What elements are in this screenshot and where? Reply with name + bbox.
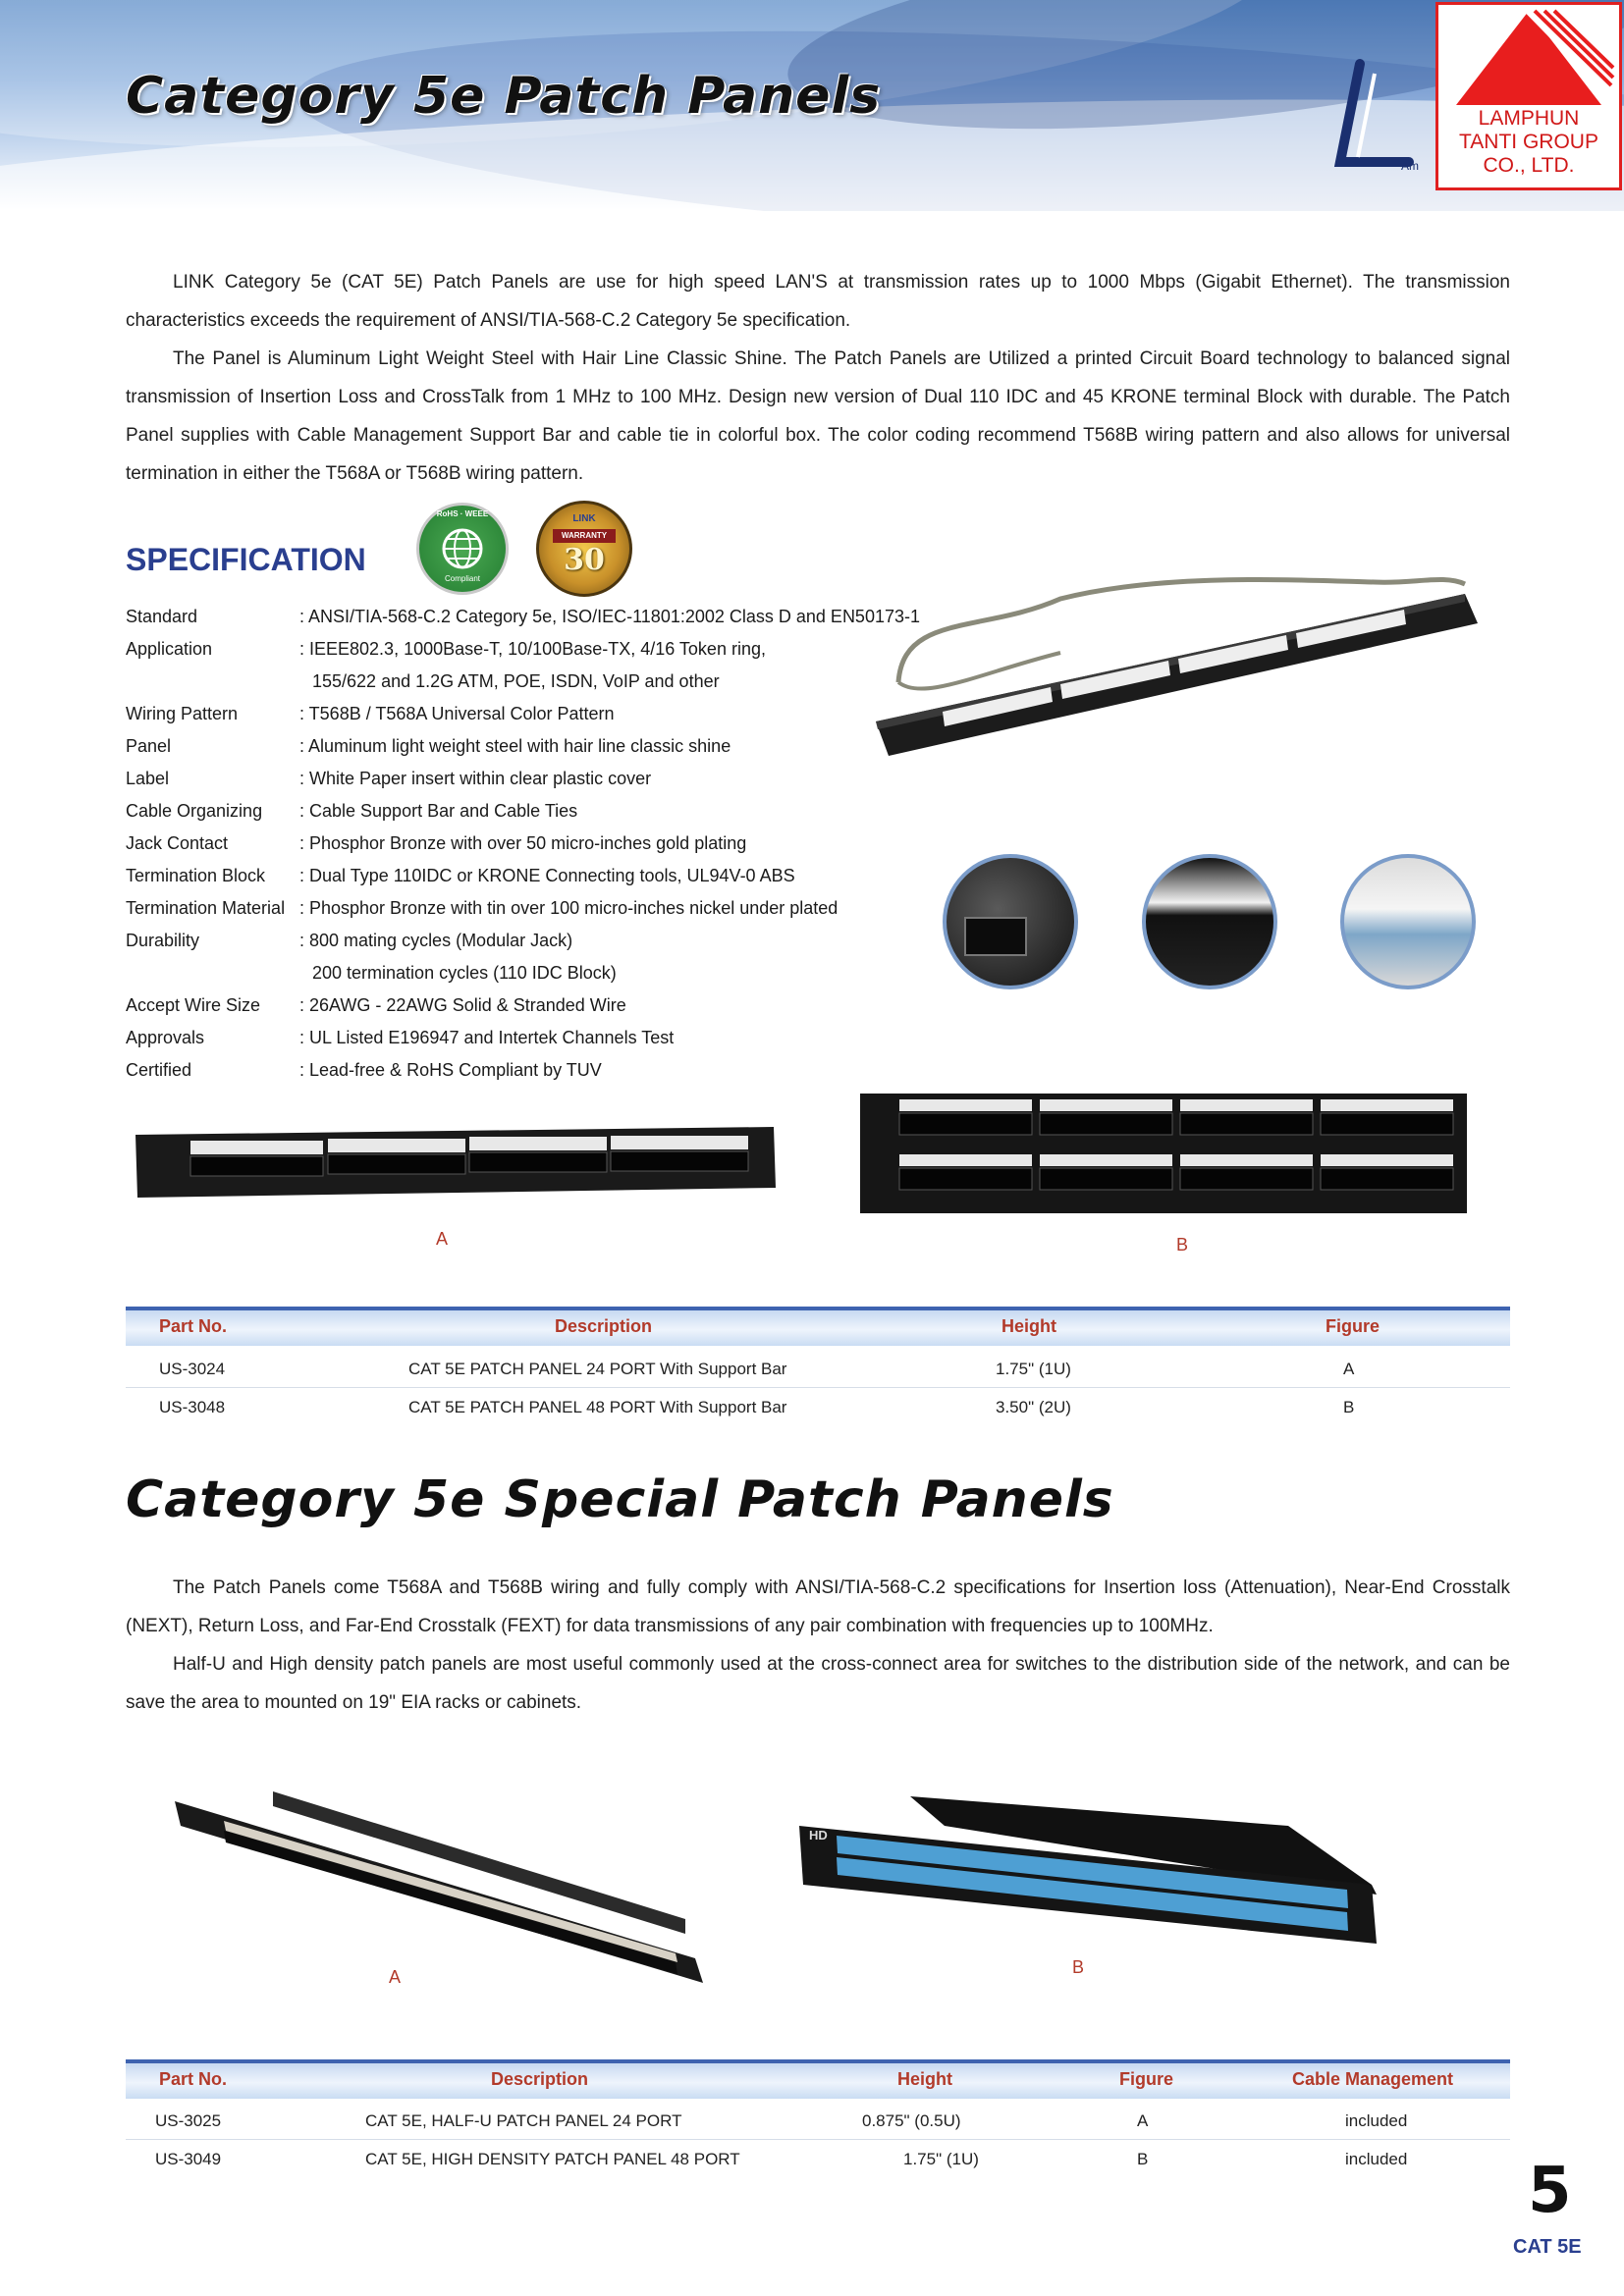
table-cell: CAT 5E PATCH PANEL 48 PORT With Support Bar (408, 1398, 787, 1416)
table-cell: A (1343, 1360, 1355, 1378)
figure-label-a: A (436, 1229, 449, 1249)
col-header-cable-management: Cable Management (1292, 2069, 1454, 2089)
company-name-line2: TANTI GROUP (1459, 131, 1598, 153)
svg-text:Am: Am (1401, 159, 1419, 173)
warranty-years: 30 (564, 543, 605, 577)
table-cell: 1.75" (1U) (903, 2150, 979, 2168)
table-cell: A (1137, 2111, 1149, 2130)
intro-paragraph-1: LINK Category 5e (CAT 5E) Patch Panels are use for high speed LAN'S at transmission rates up to 1000 Mbps (Gigabit Ethernet). The transmission characteristics exceeds the requirement of ANSI/TIA-568-C.2 Category 5e specification. (126, 272, 1510, 331)
col-header-figure: Figure (1119, 2069, 1174, 2089)
spec-key: Termination Material (126, 898, 286, 918)
spec-key: Standard (126, 607, 198, 626)
globe-icon (439, 525, 486, 572)
spec-value: : IEEE802.3, 1000Base-T, 10/100Base-TX, 4/16 Token ring, (299, 639, 766, 659)
spec-value: : Dual Type 110IDC or KRONE Connecting tools, UL94V-0 ABS (299, 866, 795, 885)
special-paragraph-2: Half-U and High density patch panels are most useful commonly used at the cross-connect area for switches to the distribution side of the network, and can be save the area to mounted on 19" EIA racks or cabinets. (126, 1654, 1510, 1713)
table-cell: CAT 5E, HIGH DENSITY PATCH PANEL 48 PORT (365, 2150, 740, 2168)
spec-value: : Cable Support Bar and Cable Ties (299, 801, 578, 821)
product-image-half-u-panel (165, 1782, 715, 1998)
page-number: 5 (1528, 2155, 1572, 2227)
spec-value: : T568B / T568A Universal Color Pattern (299, 704, 615, 723)
warranty-label: WARRANTY (553, 529, 616, 543)
spec-durability-continued: 200 termination cycles (110 IDC Block) (312, 963, 617, 983)
part-table-cat5e (126, 1307, 1510, 1415)
spec-value: : UL Listed E196947 and Intertek Channels Test (299, 1028, 675, 1047)
hd-label: HD (809, 1828, 828, 1842)
warranty-brand: LINK (572, 513, 596, 524)
table-cell: 1.75" (1U) (996, 1360, 1071, 1378)
part-table-special (126, 2059, 1510, 2167)
triangle-logo-icon (1448, 9, 1615, 107)
spec-key: Panel (126, 736, 172, 756)
spec-value: : 800 mating cycles (Modular Jack) (299, 931, 573, 950)
col-header-part-no: Part No. (159, 2069, 228, 2089)
spec-value: : Phosphor Bronze with tin over 100 micro-inches nickel under plated (299, 898, 839, 918)
special-intro-text (126, 1569, 1510, 1722)
special-paragraph-1: The Patch Panels come T568A and T568B wiring and fully comply with ANSI/TIA-568-C.2 specifications for Insertion loss (Attenuation), Near-End Crosstalk (NEXT), Return Loss, and Far-End Crosstalk (FEXT) for data transmissions of any pair combination with frequencies up to 100MHz. (126, 1577, 1510, 1636)
link-logo (1321, 54, 1438, 182)
spec-value: : Phosphor Bronze with over 50 micro-inches gold plating (299, 833, 747, 853)
table-cell: included (1345, 2111, 1408, 2130)
section-label: CAT 5E (1513, 2236, 1582, 2258)
product-image-high-density-panel (797, 1787, 1406, 1953)
col-header-figure: Figure (1326, 1316, 1380, 1336)
company-name-line3: CO., LTD. (1483, 154, 1575, 177)
table-cell: CAT 5E PATCH PANEL 24 PORT With Support Bar (408, 1360, 787, 1378)
col-header-part-no: Part No. (159, 1316, 228, 1336)
detail-zoom-jack (943, 854, 1078, 989)
spec-key: Durability (126, 931, 200, 950)
col-header-height: Height (1001, 1316, 1056, 1336)
company-logo (1435, 2, 1622, 190)
table-cell: US-3025 (155, 2111, 222, 2130)
spec-key: Jack Contact (126, 833, 229, 853)
detail-zoom-idc (1340, 854, 1476, 989)
spec-key: Accept Wire Size (126, 995, 261, 1015)
col-header-description: Description (491, 2069, 589, 2089)
warranty-badge (536, 501, 632, 597)
figure-label-b: B (1176, 1235, 1189, 1255)
figure-label-b-special: B (1072, 1957, 1085, 1977)
table-header (126, 1307, 1510, 1346)
figure-label-a-special: A (389, 1967, 402, 1987)
spec-key: Termination Block (126, 866, 266, 885)
spec-key: Cable Organizing (126, 801, 263, 821)
rohs-badge (416, 503, 509, 595)
rohs-sublabel: Compliant (444, 574, 480, 583)
table-cell: 3.50" (2U) (996, 1398, 1071, 1416)
spec-value: : Aluminum light weight steel with hair line classic shine (299, 736, 731, 756)
col-header-description: Description (555, 1316, 653, 1336)
spec-value: : ANSI/TIA-568-C.2 Category 5e, ISO/IEC-11801:2002 Class D and EN50173-1 (299, 607, 920, 626)
spec-key: Application (126, 639, 213, 659)
company-name-line1: LAMPHUN (1478, 107, 1580, 130)
spec-heading: SPECIFICATION (126, 542, 366, 577)
table-cell: US-3024 (159, 1360, 226, 1378)
spec-value: : White Paper insert within clear plastic cover (299, 769, 652, 788)
table-cell: B (1343, 1398, 1355, 1416)
page-title: Category 5e Patch Panels (126, 67, 882, 126)
table-cell: included (1345, 2150, 1408, 2168)
table-cell: US-3049 (155, 2150, 222, 2168)
spec-application-continued: 155/622 and 1.2G ATM, POE, ISDN, VoIP and other (312, 671, 720, 691)
intro-text (126, 263, 1510, 493)
spec-key: Wiring Pattern (126, 704, 239, 723)
row-divider (126, 2139, 1510, 2140)
row-divider (126, 1387, 1510, 1388)
spec-value: : 26AWG - 22AWG Solid & Stranded Wire (299, 995, 626, 1015)
rohs-label: RoHS · WEEE (436, 509, 489, 518)
spec-key: Certified (126, 1060, 192, 1080)
product-image-48-port-panel (860, 1094, 1469, 1213)
table-cell: CAT 5E, HALF-U PATCH PANEL 24 PORT (365, 2111, 682, 2130)
spec-key: Approvals (126, 1028, 205, 1047)
table-cell: US-3048 (159, 1398, 226, 1416)
intro-paragraph-2: The Panel is Aluminum Light Weight Steel with Hair Line Classic Shine. The Patch Panels are Utilized a printed Circuit Board technology to balanced signal transmission of Insertion Loss and CrossTalk from 1 MHz to 100 MHz. Design new version of Dual 110 IDC and 45 KRONE terminal Block with durable. The Patch Panel supplies with Cable Management Support Bar and cable tie in colorful box. The color coding recommend T568B wiring pattern and also allows for universal termination in either the T568A or T568B wiring pattern. (126, 348, 1510, 484)
table-cell: 0.875" (0.5U) (862, 2111, 961, 2130)
section-title-special: Category 5e Special Patch Panels (126, 1470, 1114, 1529)
table-cell: B (1137, 2150, 1149, 2168)
detail-zoom-ports (1142, 854, 1277, 989)
spec-value: : Lead-free & RoHS Compliant by TUV (299, 1060, 602, 1080)
product-image-24-port-panel (135, 1127, 784, 1205)
product-image-patch-panel-angled (864, 555, 1483, 790)
spec-key: Label (126, 769, 170, 788)
col-header-height: Height (897, 2069, 952, 2089)
